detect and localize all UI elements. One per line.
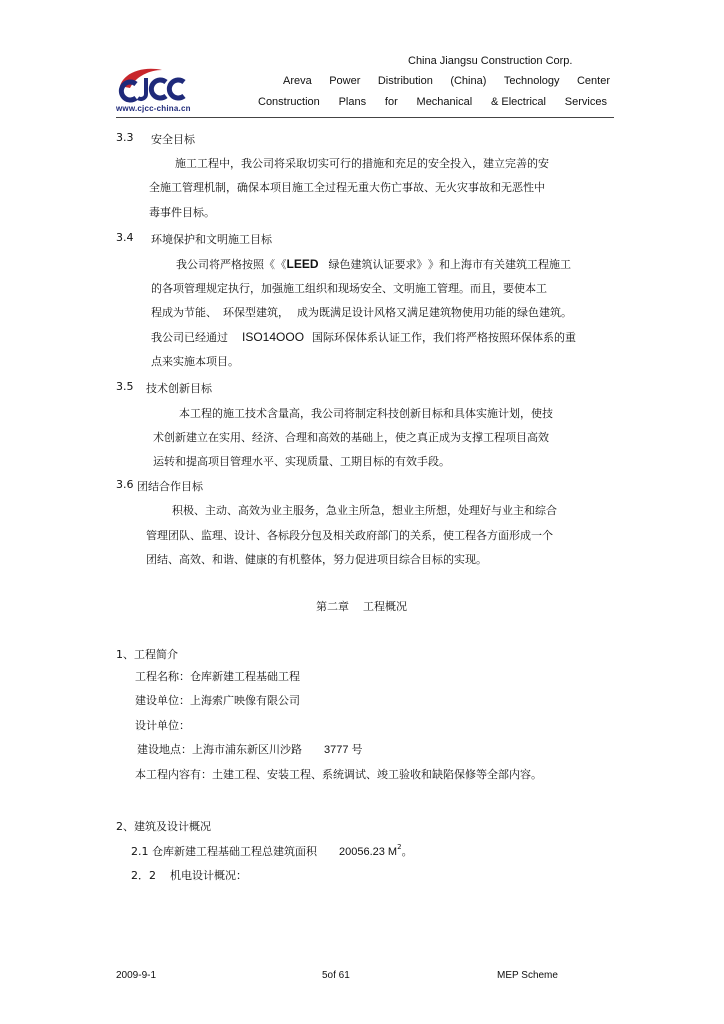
paragraph-line [176, 256, 571, 272]
area-unit-superscript: 2 [397, 843, 402, 851]
chapter-number: 第二章 [316, 600, 349, 613]
paragraph-line: 团结、高效、和谐、健康的有机整体，努力促进项目综合目标的实现。 [146, 553, 487, 566]
text-run: 我公司将严格按照《 [176, 258, 275, 271]
text-run: 环保型建筑， [223, 306, 289, 319]
logo-letter-c3 [169, 80, 184, 98]
section-3-6-title: 团结合作目标 [137, 480, 203, 493]
leed-label: LEED [286, 257, 319, 271]
text-run: 《 [281, 258, 287, 271]
footer-doc-name: MEP Scheme [497, 970, 558, 981]
paragraph-line: 运转和提高项目管理水平、实现质量、工期目标的有效手段。 [153, 455, 450, 468]
site-number: 3777 号 [324, 744, 363, 756]
paragraph-line: 本工程的施工技术含量高，我公司将制定科技创新目标和具体实施计划，使技 [179, 407, 553, 420]
paragraph-line: 施工工程中，我公司将采取切实可行的措施和充足的安全投入，建立完善的安 [175, 157, 549, 170]
project-designer: 设计单位： [135, 719, 190, 732]
logo-url: www.cjcc-china.cn [116, 104, 191, 113]
header-word: Services [564, 96, 607, 108]
paragraph-line: 全施工管理机制，确保本项目施工全过程无重大伤亡事故、无火灾事故和无恶性中 [149, 181, 545, 194]
header-word: Center [576, 75, 610, 87]
cjcc-logo [116, 64, 190, 104]
paragraph-line: 点来实施本项目。 [151, 355, 239, 368]
paragraph-line: 管理团队、监理、设计、各标段分包及相关政府部门的关系，使工程各方面形成一个 [146, 529, 553, 542]
header-rule [116, 117, 614, 118]
chapter-heading [316, 598, 407, 614]
header-line-3 [258, 96, 607, 108]
paragraph-line [151, 304, 572, 320]
logo-letter-c2 [151, 80, 166, 98]
section-3-4-number: 3.4 [116, 231, 134, 244]
header-word: & Electrical [490, 96, 546, 108]
header-word: for [384, 96, 398, 108]
header-word: Plans [338, 96, 367, 108]
project-site [137, 741, 363, 757]
project-name: 工程名称：仓库新建工程基础工程 [135, 670, 300, 683]
section-3-5-number: 3.5 [116, 380, 134, 393]
header-word: Technology [503, 75, 560, 87]
section-3-6-number: 3.6 [116, 478, 134, 491]
logo-letter-j [138, 78, 146, 99]
text-run: 2.1 仓库新建工程基础工程总建筑面积 [131, 845, 317, 858]
paragraph-line: 积极、主动、高效为业主服务，急业主所急，想业主所想，处理好与业主和综合 [172, 504, 557, 517]
paragraph-line: 毒事件目标。 [149, 206, 215, 219]
logo-letter-c1 [121, 82, 136, 100]
text-run: 机电设计概况： [170, 869, 247, 882]
chapter-title: 工程概况 [363, 600, 407, 613]
text-run: 建设地点：上海市浦东新区川沙路 [137, 743, 302, 756]
text-run: 程成为节能、 [151, 306, 217, 319]
text-run: 。 [401, 845, 413, 858]
footer-date: 2009-9-1 [116, 970, 157, 981]
building-area [131, 843, 413, 859]
section-3-5-title: 技术创新目标 [146, 382, 212, 395]
header-word: Power [329, 75, 361, 87]
section-3-3-number: 3.3 [116, 131, 134, 144]
text-run: 绿色建筑认证要求》 [328, 258, 423, 271]
header-company: China Jiangsu Construction Corp. [408, 55, 573, 67]
project-content: 本工程内容有：土建工程、安装工程、系统调试、竣工验收和缺陷保修等全部内容。 [135, 768, 542, 781]
paragraph-line [151, 329, 576, 345]
section-3-3-title: 安全目标 [151, 133, 195, 146]
text-run: 成为既满足设计风格又满足建筑物使用功能的绿色建筑。 [297, 306, 572, 319]
header-line-2 [283, 75, 610, 87]
text-run: 国际环保体系认证工作，我们将严格按照环保体系的重 [312, 331, 577, 344]
heading-building-design: 2、建筑及设计概况 [116, 820, 211, 833]
iso-code: ISO14OOO [242, 330, 305, 344]
item-number: 2．2 [131, 869, 156, 882]
header-word: Areva [283, 75, 312, 87]
paragraph-line: 的各项管理规定执行，加强施工组织和现场安全、文明施工管理。而且，要使本工 [151, 282, 547, 295]
mep-design-summary [131, 867, 247, 883]
project-owner: 建设单位：上海索广映像有限公司 [135, 694, 300, 707]
heading-project-summary: 1、工程简介 [116, 648, 178, 661]
header-word: Distribution [377, 75, 433, 87]
footer-page: 5of 61 [322, 970, 350, 981]
paragraph-line: 术创新建立在实用、经济、合理和高效的基础上，使之真正成为支撑工程项目高效 [153, 431, 549, 444]
text-run: 我公司已经通过 [151, 331, 228, 344]
header-word: (China) [450, 75, 487, 87]
area-value: 20056.23 M [339, 846, 398, 858]
text-run: 》和上海市有关建筑工程施工 [428, 258, 572, 271]
header-word: Construction [258, 96, 320, 108]
section-3-4-title: 环境保护和文明施工目标 [151, 233, 272, 246]
header-word: Mechanical [416, 96, 473, 108]
